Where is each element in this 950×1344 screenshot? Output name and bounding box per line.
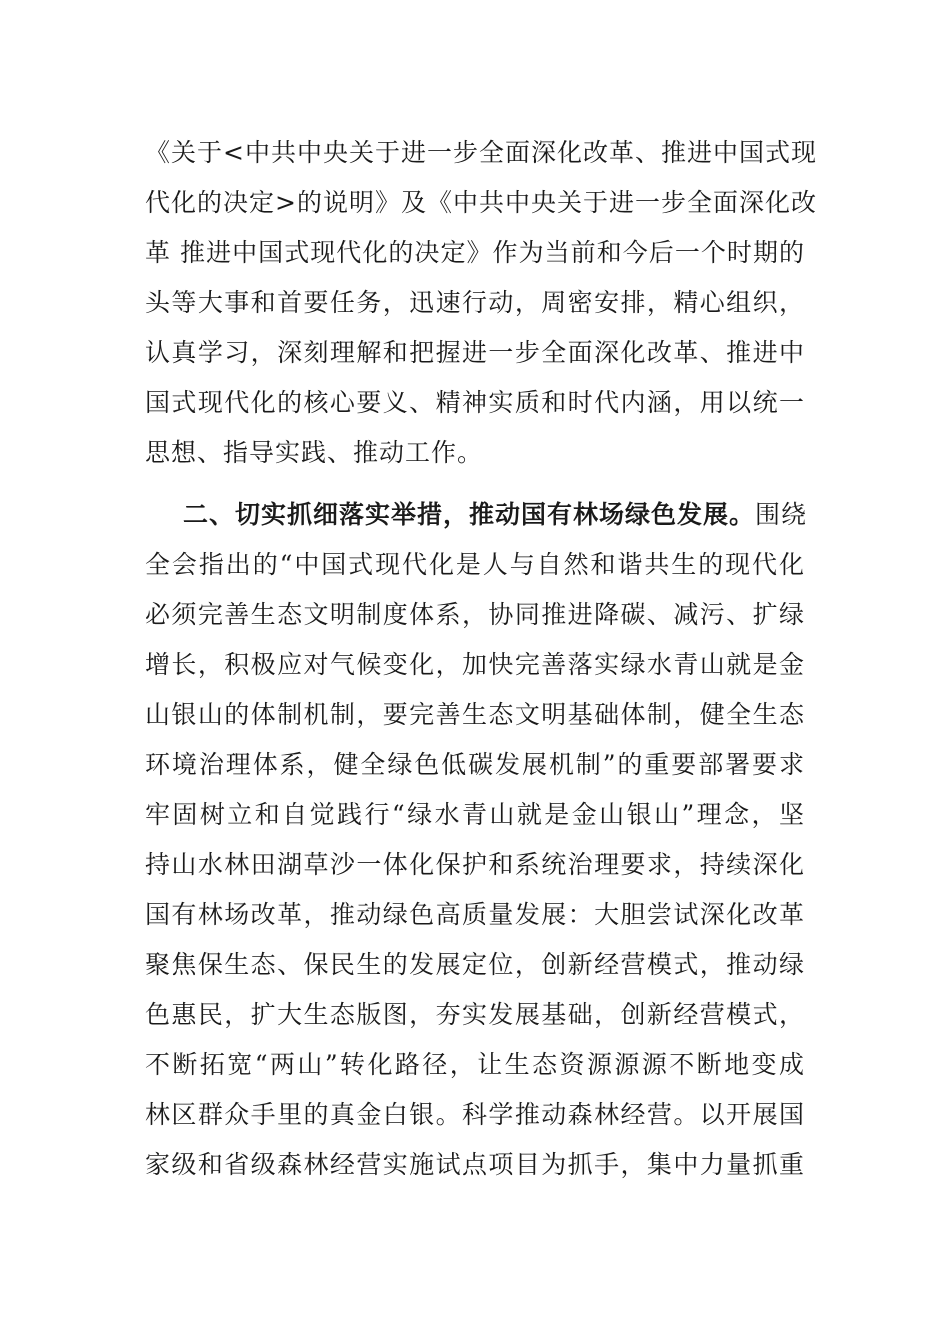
paragraph-line: 增长，积极应对气候变化，加快完善落实绿水青山就是金 bbox=[145, 650, 805, 679]
paragraph-line: 山银山的体制机制，要完善生态文明基础体制，健全生态 bbox=[145, 700, 805, 729]
paragraph-1 bbox=[145, 128, 817, 478]
paragraph-line: 环境治理体系，健全绿色低碳发展机制”的重要部署要求 bbox=[145, 750, 805, 779]
paragraph-line: 色惠民，扩大生态版图，夯实发展基础，创新经营模式， bbox=[145, 1000, 805, 1029]
paragraph-line: 持山水林田湖草沙一体化保护和系统治理要求，持续深化 bbox=[145, 850, 805, 879]
paragraph-line: 《关于<中共中央关于进一步全面深化改革、推进中国式现 bbox=[145, 138, 817, 167]
paragraph-line: 革 推进中国式现代化的决定》作为当前和今后一个时期的 bbox=[145, 238, 805, 267]
section-heading-line bbox=[145, 490, 808, 540]
paragraph-line: 家级和省级森林经营实施试点项目为抓手，集中力量抓重 bbox=[145, 1150, 805, 1179]
paragraph-line: 聚焦保生态、保民生的发展定位，创新经营模式，推动绿 bbox=[145, 950, 805, 979]
paragraph-line: 必须完善生态文明制度体系，协同推进降碳、减污、扩绿 bbox=[145, 600, 805, 629]
paragraph-line: 代化的决定>的说明》及《中共中央关于进一步全面深化改 bbox=[145, 188, 817, 217]
paragraph-line-start: 围绕 bbox=[755, 500, 808, 529]
paragraph-line: 思想、指导实践、推动工作。 bbox=[145, 438, 484, 467]
paragraph-line: 林区群众手里的真金白银。科学推动森林经营。以开展国 bbox=[145, 1100, 805, 1129]
paragraph-line: 牢固树立和自觉践行“绿水青山就是金山银山”理念，坚 bbox=[145, 800, 805, 829]
section-heading: 二、切实抓细落实举措，推动国有林场绿色发展。 bbox=[183, 500, 756, 529]
paragraph-line: 国有林场改革，推动绿色高质量发展：大胆尝试深化改革 bbox=[145, 900, 805, 929]
paragraph-line: 不断拓宽“两山”转化路径，让生态资源源源不断地变成 bbox=[145, 1050, 805, 1079]
paragraph-2 bbox=[145, 490, 808, 1190]
paragraph-line: 全会指出的“中国式现代化是人与自然和谐共生的现代化 bbox=[145, 550, 805, 579]
paragraph-line: 认真学习，深刻理解和把握进一步全面深化改革、推进中 bbox=[145, 338, 805, 367]
paragraph-line: 国式现代化的核心要义、精神实质和时代内涵，用以统一 bbox=[145, 388, 805, 417]
paragraph-line: 头等大事和首要任务，迅速行动，周密安排，精心组织， bbox=[145, 288, 805, 317]
